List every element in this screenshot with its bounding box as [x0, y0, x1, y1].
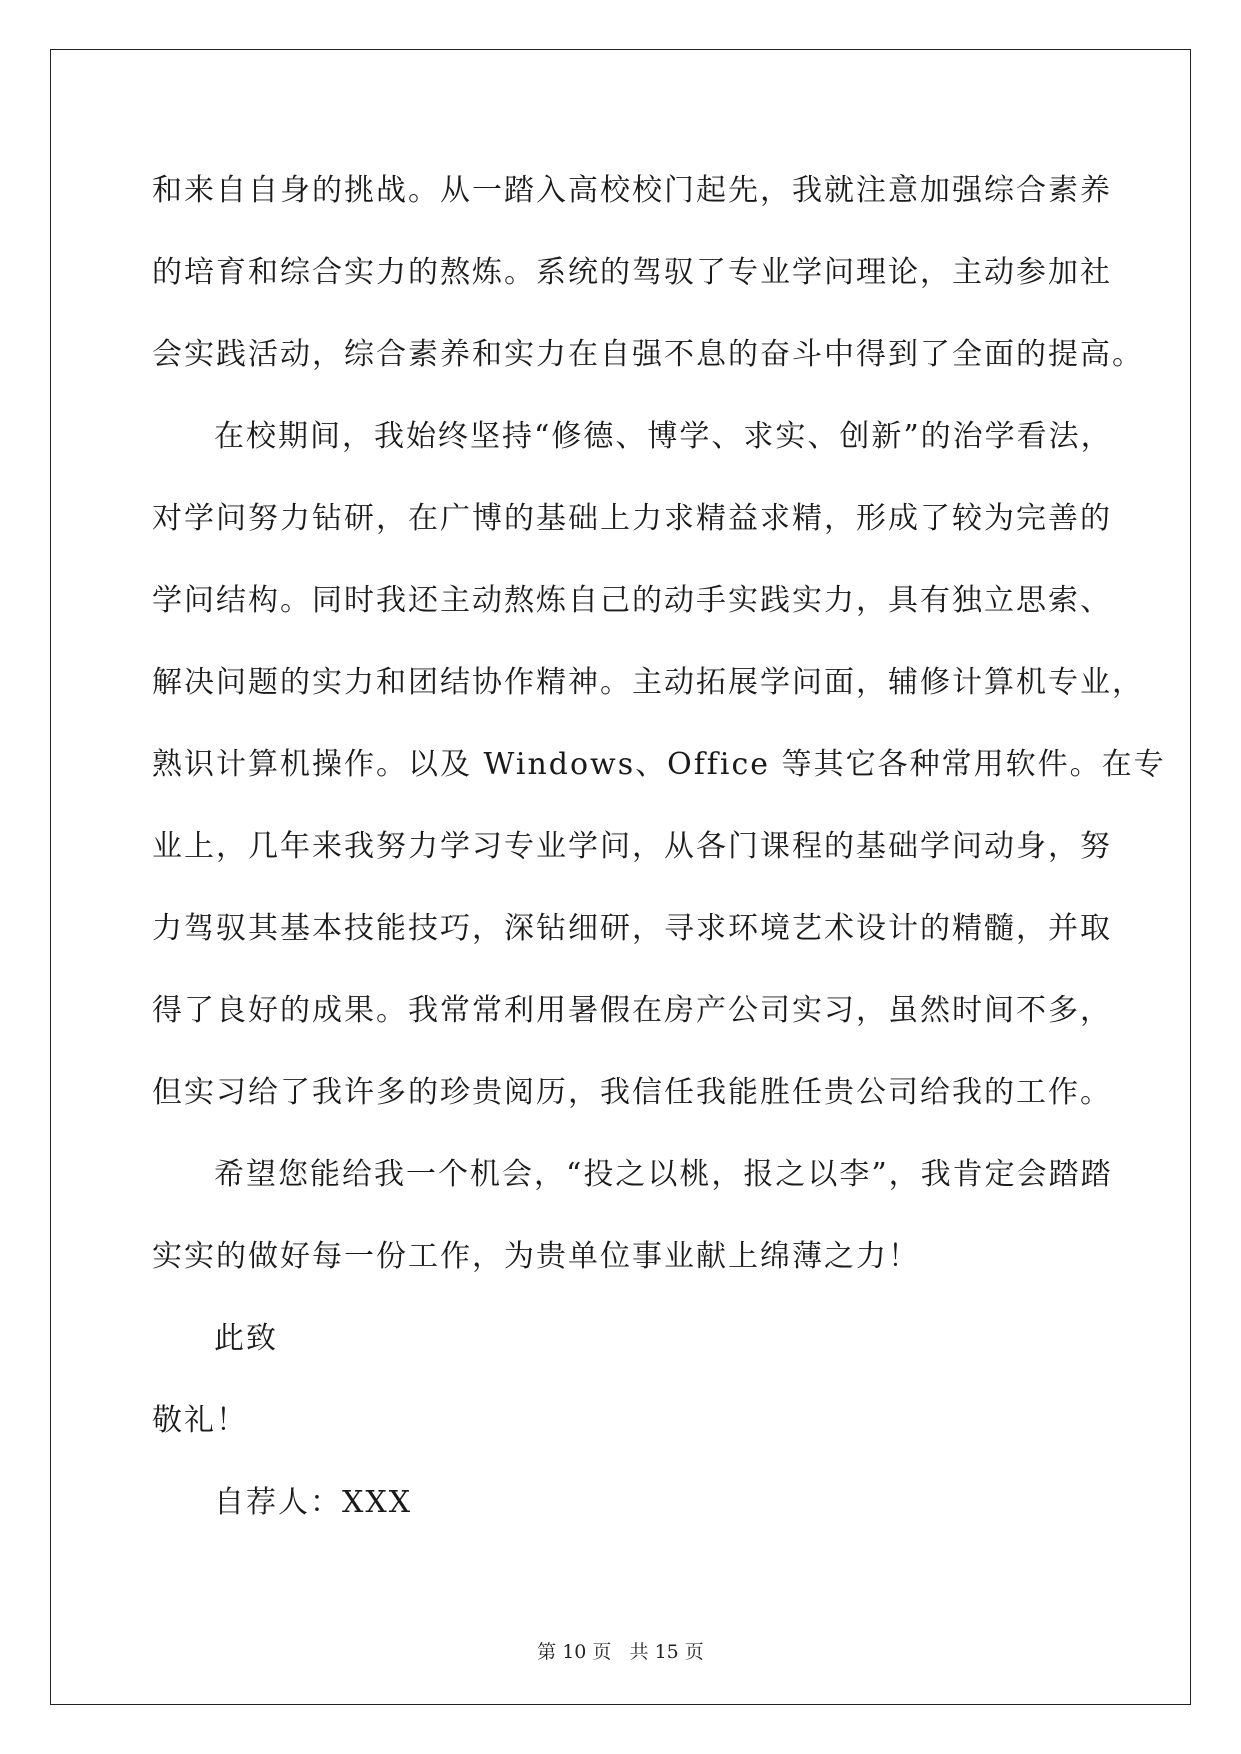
body-line: 和来自自身的挑战。从一踏入高校校门起先，我就注意加强综合素养	[152, 173, 1112, 208]
body-line: 实实的做好每一份工作，为贵单位事业献上绵薄之力！	[152, 1239, 920, 1274]
paragraph-start-line: 希望您能给我一个机会，“投之以桃，报之以李”，我肯定会踏踏	[214, 1157, 1113, 1192]
body-line: 解决问题的实力和团结协作精神。主动拓展学问面，辅修计算机专业，	[152, 665, 1144, 700]
signature-line: 自荐人：XXX	[214, 1485, 413, 1520]
paragraph-start-line: 在校期间，我始终坚持“修德、博学、求实、创新”的治学看法，	[214, 419, 1113, 454]
body-line: 得了良好的成果。我常常利用暑假在房产公司实习，虽然时间不多，	[152, 993, 1112, 1028]
page-number-footer: 第 10 页 共 15 页	[537, 1641, 704, 1663]
body-line: 业上，几年来我努力学习专业学问，从各门课程的基础学问动身，努	[152, 829, 1112, 864]
letter-body	[152, 165, 1166, 1559]
body-line: 熟识计算机操作。以及 Windows、Office 等其它各种常用软件。在专	[152, 747, 1166, 782]
body-line: 对学问努力钻研，在广博的基础上力求精益求精，形成了较为完善的	[152, 501, 1112, 536]
body-line: 的培育和综合实力的熬炼。系统的驾驭了专业学问理论，主动参加社	[152, 255, 1112, 290]
closing-line: 此致	[214, 1321, 278, 1356]
salutation-line: 敬礼！	[152, 1403, 248, 1438]
body-line: 力驾驭其基本技能技巧，深钻细研，寻求环境艺术设计的精髓，并取	[152, 911, 1112, 946]
body-line: 会实践活动，综合素养和实力在自强不息的奋斗中得到了全面的提高。	[152, 337, 1144, 372]
body-line: 学问结构。同时我还主动熬炼自己的动手实践实力，具有独立思索、	[152, 583, 1112, 618]
body-line: 但实习给了我许多的珍贵阅历，我信任我能胜任贵公司给我的工作。	[152, 1075, 1112, 1110]
